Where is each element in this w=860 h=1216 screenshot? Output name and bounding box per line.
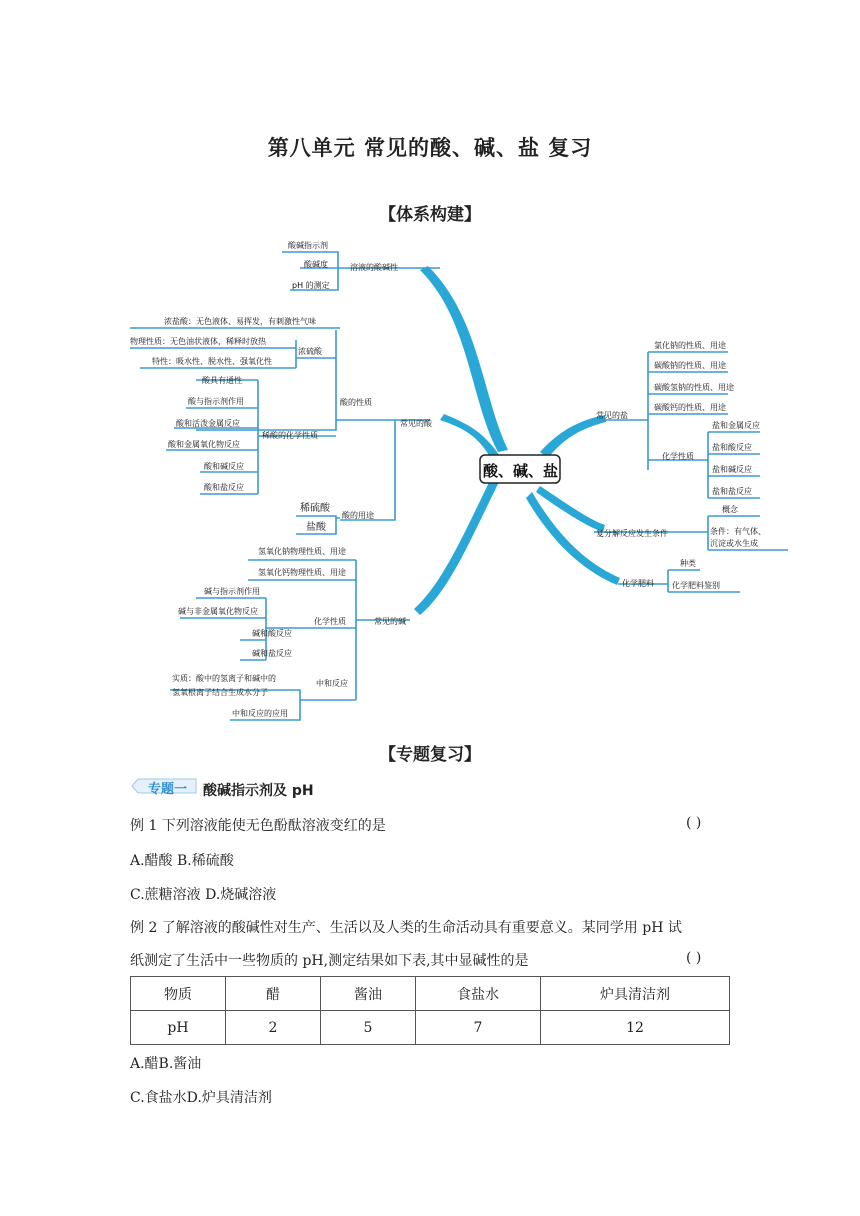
mm-base-chem: 化学性质 [314,617,346,626]
mm-salt-chem-0: 盐和金属反应 [712,421,760,430]
mm-dilute: 稀酸的化学性质 [262,431,318,440]
mm-base-chem-3: 碱和盐反应 [252,649,292,658]
table-cell: 物质 [131,977,226,1011]
mm-decomp-cond-2: 沉淀或水生成 [710,539,758,548]
topic-badge-label: 专题一 [148,782,188,797]
mm-fert: 化学肥料 [622,579,654,588]
mm-salt-chem-1: 盐和酸反应 [712,443,752,452]
mind-map-branches [414,266,620,615]
mm-dilute-2: 酸和活泼金属反应 [176,419,240,428]
mm-dilute-4: 酸和碱反应 [204,462,244,471]
mm-acid-props: 酸的性质 [340,398,372,407]
mm-salt-3: 碳酸钙的性质、用途 [654,403,726,412]
table-row [131,977,730,1011]
mm-base: 常见的碱 [374,617,406,626]
ex1-stem: 例 1 下列溶液能使无色酚酞溶液变红的是 [130,818,386,834]
mm-dilute-5: 酸和盐反应 [204,483,244,492]
ex1-options-ab: A.醋酸 B.稀硫酸 [130,853,234,869]
mm-neutral: 中和反应 [316,679,348,688]
mm-neutral-app: 中和反应的应用 [232,709,288,718]
mm-salt-2: 碳酸氢钠的性质、用途 [654,383,734,392]
mm-essence-1: 实质：酸中的氢离子和碱中的 [172,674,276,683]
table-cell: 酱油 [321,977,416,1011]
table-cell: 7 [416,1011,541,1045]
section-heading-review: 【专题复习】 [379,745,481,765]
mm-salt-chem-2: 盐和碱反应 [712,465,752,474]
ex2-stem-line1: 例 2 了解溶液的酸碱性对生产、生活以及人类的生命活动具有重要意义。某同学用 pH 试 [130,920,682,936]
mm-conc-hcl: 浓盐酸：无色液体、易挥发，有刺激性气味 [164,317,316,326]
mm-indicator: 酸碱指示剂 [288,241,328,250]
mm-base-chem-0: 碱与指示剂作用 [204,587,260,596]
mm-uses-0: 稀硫酸 [300,503,330,514]
table-cell: 醋 [226,977,321,1011]
mind-map-center: 酸、碱、盐 [483,462,559,480]
mm-decomp-concept: 概念 [722,505,738,514]
mm-salt-0: 氯化钠的性质、用途 [654,341,726,350]
mm-decomp-cond-1: 条件：有气体、 [710,527,766,536]
mm-acid: 常见的酸 [400,419,432,428]
mm-phys: 物理性质：无色油状液体，稀释时放热 [130,337,266,346]
table-cell: 食盐水 [416,977,541,1011]
mm-essence-2: 氢氧根离子结合生成水分子 [172,688,268,697]
ex2-options-ab: A.醋B.酱油 [130,1056,202,1072]
mm-acid-solution: 溶液的酸碱性 [350,263,398,272]
table-cell: pH [131,1011,226,1045]
mm-salt: 常见的盐 [596,411,628,420]
ex2-stem-line2: 纸测定了生活中一些物质的 pH,测定结果如下表,其中显碱性的是 [130,953,529,969]
mm-fert-ident: 化学肥料鉴别 [672,581,720,590]
mm-special: 特性：吸水性、脱水性、强氧化性 [152,357,272,366]
mm-dilute-3: 酸和金属氧化物反应 [168,440,240,449]
mm-salt-1: 碳酸钠的性质、用途 [654,361,726,370]
table-row [131,1011,730,1045]
ex1-options-cd: C.蔗糖溶液 D.烧碱溶液 [130,887,277,903]
mm-dilute-1: 酸与指示剂作用 [188,397,244,406]
mm-salt-chem: 化学性质 [662,452,694,461]
mm-base-chem-2: 碱和酸反应 [252,629,292,638]
table-cell: 炉具清洁剂 [541,977,730,1011]
ex1-answer-paren: ( ) [686,815,702,831]
mm-conc: 浓硫酸 [298,347,322,356]
mm-ph-measure: pH 的测定 [292,281,330,290]
ph-table [130,976,730,1045]
mm-salt-chem-3: 盐和盐反应 [712,487,752,496]
page-title: 第八单元 常见的酸、碱、盐 复习 [267,136,593,160]
ex2-options-cd: C.食盐水D.炉具清洁剂 [130,1090,272,1106]
mm-acidity: 酸碱度 [304,260,328,269]
table-cell: 12 [541,1011,730,1045]
mm-base-top-0: 氢氧化钠物理性质、用途 [258,547,346,556]
mm-decomp: 复分解反应发生条件 [596,529,668,538]
section-heading-system: 【体系构建】 [379,205,481,225]
mm-fert-kinds: 种类 [680,559,696,568]
ex2-answer-paren: ( ) [686,950,702,966]
mm-base-chem-1: 碱与非金属氧化物反应 [178,607,258,616]
table-cell: 5 [321,1011,416,1045]
mm-acid-uses: 酸的用途 [342,511,374,520]
table-cell: 2 [226,1011,321,1045]
topic-title: 酸碱指示剂及 pH [203,783,314,799]
mm-base-top-1: 氢氧化钙物理性质、用途 [258,568,346,577]
mm-uses-1: 盐酸 [306,522,326,533]
mm-dilute-0: 酸具有通性 [202,376,242,385]
